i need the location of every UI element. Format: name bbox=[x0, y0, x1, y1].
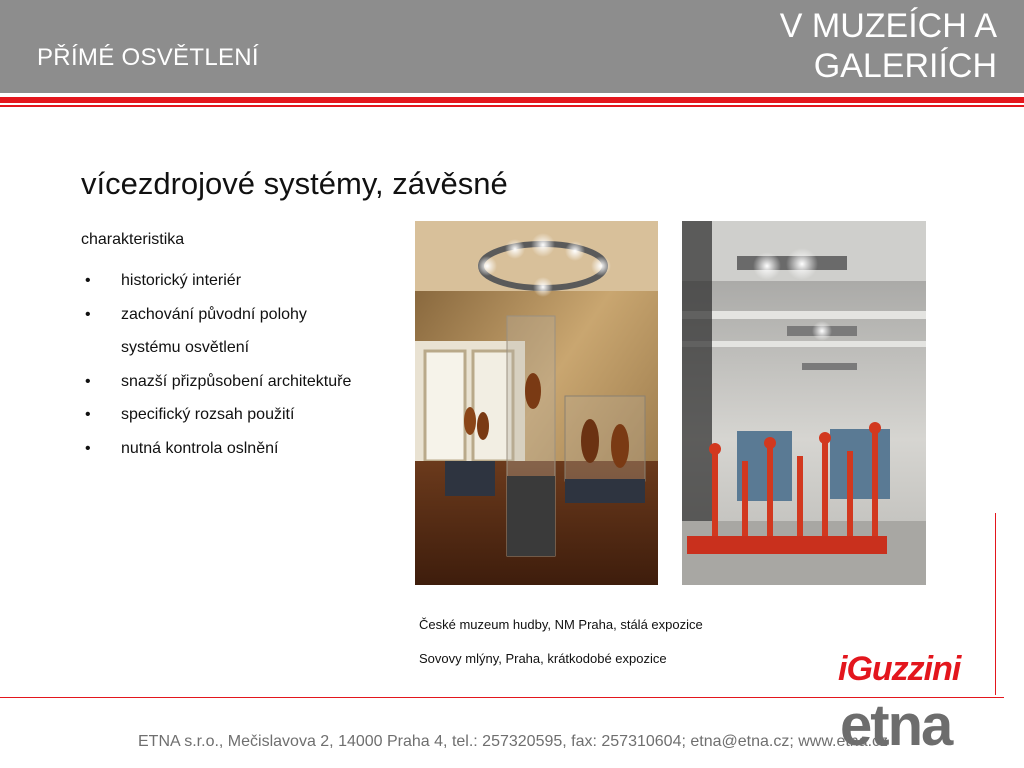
iguzzini-logo: iGuzzini bbox=[838, 650, 961, 688]
bullet-dot: • bbox=[85, 305, 91, 323]
gallery-exhibition-photo bbox=[682, 221, 926, 585]
bullet-dot: • bbox=[85, 406, 91, 423]
bullet-item bbox=[81, 264, 451, 298]
bullet-text: nutná kontrola oslnění bbox=[121, 439, 279, 457]
bullet-text: snazší přizpůsobení architektuře bbox=[121, 372, 352, 390]
bullet-text: historický interiér bbox=[121, 272, 242, 289]
bullet-list bbox=[81, 264, 451, 465]
bullet-item bbox=[81, 298, 451, 332]
slide-title-line2: GALERIÍCH bbox=[813, 47, 997, 85]
bullet-dot: • bbox=[85, 439, 91, 457]
photo1-caption: České muzeum hudby, NM Praha, stálá expozice bbox=[419, 617, 703, 632]
characteristics-label: charakteristika bbox=[81, 231, 185, 248]
bullet-dot: • bbox=[85, 372, 91, 390]
bullet-item bbox=[81, 365, 451, 399]
museum-interior-photo bbox=[415, 221, 658, 585]
slide-title bbox=[657, 6, 997, 86]
bullet-item bbox=[81, 432, 451, 466]
slide-subtitle: vícezdrojové systémy, závěsné bbox=[81, 166, 508, 201]
photo2-caption: Sovovy mlýny, Praha, krátkodobé expozice bbox=[419, 651, 667, 666]
section-title: PŘÍMÉ OSVĚTLENÍ bbox=[37, 44, 259, 71]
etna-logo: etna bbox=[840, 693, 952, 758]
bullet-dot: • bbox=[85, 272, 91, 289]
bullet-text: specifický rozsah použití bbox=[121, 406, 295, 423]
header-bar bbox=[0, 0, 1024, 93]
vertical-red-line bbox=[995, 513, 996, 695]
header-divider-red-thick bbox=[0, 97, 1024, 103]
header-divider-red-thin bbox=[0, 105, 1024, 107]
bullet-text: zachování původní polohy bbox=[121, 305, 307, 323]
bullet-continuation bbox=[81, 331, 451, 365]
bullet-text: systému osvětlení bbox=[121, 339, 250, 356]
slide-title-line1: V MUZEÍCH A bbox=[779, 7, 997, 45]
bullet-item bbox=[81, 398, 451, 432]
footer-contact: ETNA s.r.o., Mečislavova 2, 14000 Praha 4, tel.: 257320595, fax: 257310604; etna@etna.cz; www.etna.cz bbox=[138, 733, 889, 750]
header-divider-white bbox=[0, 93, 1024, 96]
